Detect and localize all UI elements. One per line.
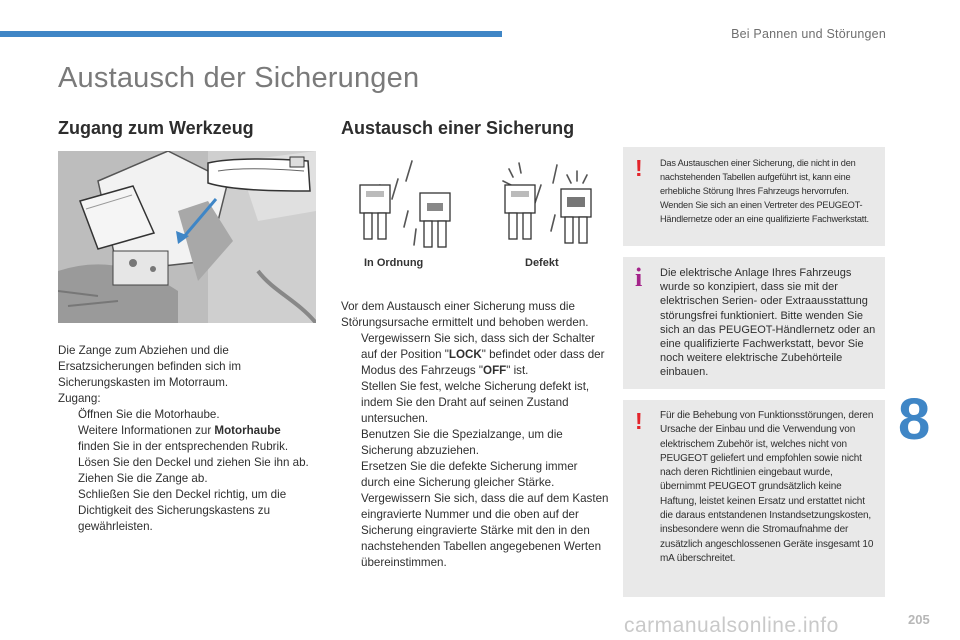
watermark: carmanualsonline.info [624,614,839,637]
section-header: Bei Pannen und Störungen [731,27,886,41]
left-instructions [58,343,313,535]
info-icon: i [635,263,643,292]
info-box-electrical-system [623,257,885,389]
engine-bay-fusebox-photo [58,151,316,323]
middle-step-2: Stellen Sie fest, welche Sicherung defekt ist, indem Sie den Draht auf seinen Zustand untersuchen. [361,380,590,425]
fuse-ok-illustration [350,155,460,255]
zugang-label: Zugang: [58,392,101,405]
middle-instructions [341,299,609,571]
fuse-defective-illustration [495,155,605,255]
warning-icon: ! [635,155,643,181]
left-step-2: Lösen Sie den Deckel und ziehen Sie ihn ab. [78,456,309,469]
middle-step-5: Vergewissern Sie sich, dass die auf dem Kasten eingravierte Nummer und die oben auf der Sicherung eingravierte Stärke mit den in den nachstehenden Tabellen angegebenen Werten übereinstimmen. [361,492,609,569]
warning-box-text: Für die Behebung von Funktionsstörungen, deren Ursache der Einbau und die Verwendung von elektrischem Zubehör ist, welches nicht von PEUGEOT geliefert und empfohlen sowie nicht nach deren Richtlinien eingebaut wurde, übernimmt PEUGEOT grundsätzlich keine Haftung, leistet keinen Ersatz und erstattet nicht die daraus entstandenen Instandsetzungskosten, insbesondere wenn die Stromaufnahme der zusätzlich angeschlossenen Geräte insgesamt 10 mA überschreitet. [660,410,874,564]
middle-step-1: Vergewissern Sie sich, dass sich der Schalter auf der Position "LOCK" befindet oder dass der Modus des Fahrzeugs "OFF" ist. [361,332,605,377]
page-title: Austausch der Sicherungen [58,62,420,94]
warning-box-unlisted-fuse [623,147,885,246]
heading-zugang-zum-werkzeug: Zugang zum Werkzeug [58,118,254,138]
heading-austausch-einer-sicherung: Austausch einer Sicherung [341,118,575,138]
header-accent-bar [0,31,502,37]
warning-icon: ! [635,408,643,434]
middle-step-3: Benutzen Sie die Spezialzange, um die Sicherung abzuziehen. [361,428,563,457]
info-box-text: Die elektrische Anlage Ihres Fahrzeugs wurde so konzipiert, dass sie mit der elektrischen Serien- oder Extraausstattung störungsfrei funktioniert. Bitte wenden Sie sich an das PEUGEOT-Händlernetz oder an eine qualifizierte Fachwerkstatt, bevor Sie noch weitere elektrische Zubehörteile einbauen. [660,267,876,379]
page-number: 205 [908,612,930,627]
middle-intro: Vor dem Austausch einer Sicherung muss die Störungsursache ermittelt und behoben werden. [341,300,589,329]
left-intro: Die Zange zum Abziehen und die Ersatzsicherungen befinden sich im Sicherungskasten im Motorraum. [58,344,242,389]
left-step-3: Ziehen Sie die Zange ab. [78,472,208,485]
left-step-4: Schließen Sie den Deckel richtig, um die Dichtigkeit des Sicherungskastens zu gewährleisten. [78,488,287,533]
fuse-ok-label: In Ordnung [364,257,424,269]
chapter-number: 8 [898,387,931,452]
left-step-1: Öffnen Sie die Motorhaube. Weitere Informationen zur Motorhaube finden Sie in der entsprechenden Rubrik. [78,408,289,453]
fuse-defective-label: Defekt [525,257,559,269]
middle-step-4: Ersetzen Sie die defekte Sicherung immer durch eine Sicherung gleicher Stärke. [361,460,578,489]
warning-box-text: Das Austauschen einer Sicherung, die nicht in den nachstehenden Tabellen aufgeführt ist, kann eine erhebliche Störung Ihres Fahrzeugs hervorrufen. Wenden Sie sich an einen Vertreter des PEUGEOT-Händlernetze oder an eine qualifizierte Fachwerkstatt. [660,158,869,224]
warning-box-liability [623,400,885,597]
